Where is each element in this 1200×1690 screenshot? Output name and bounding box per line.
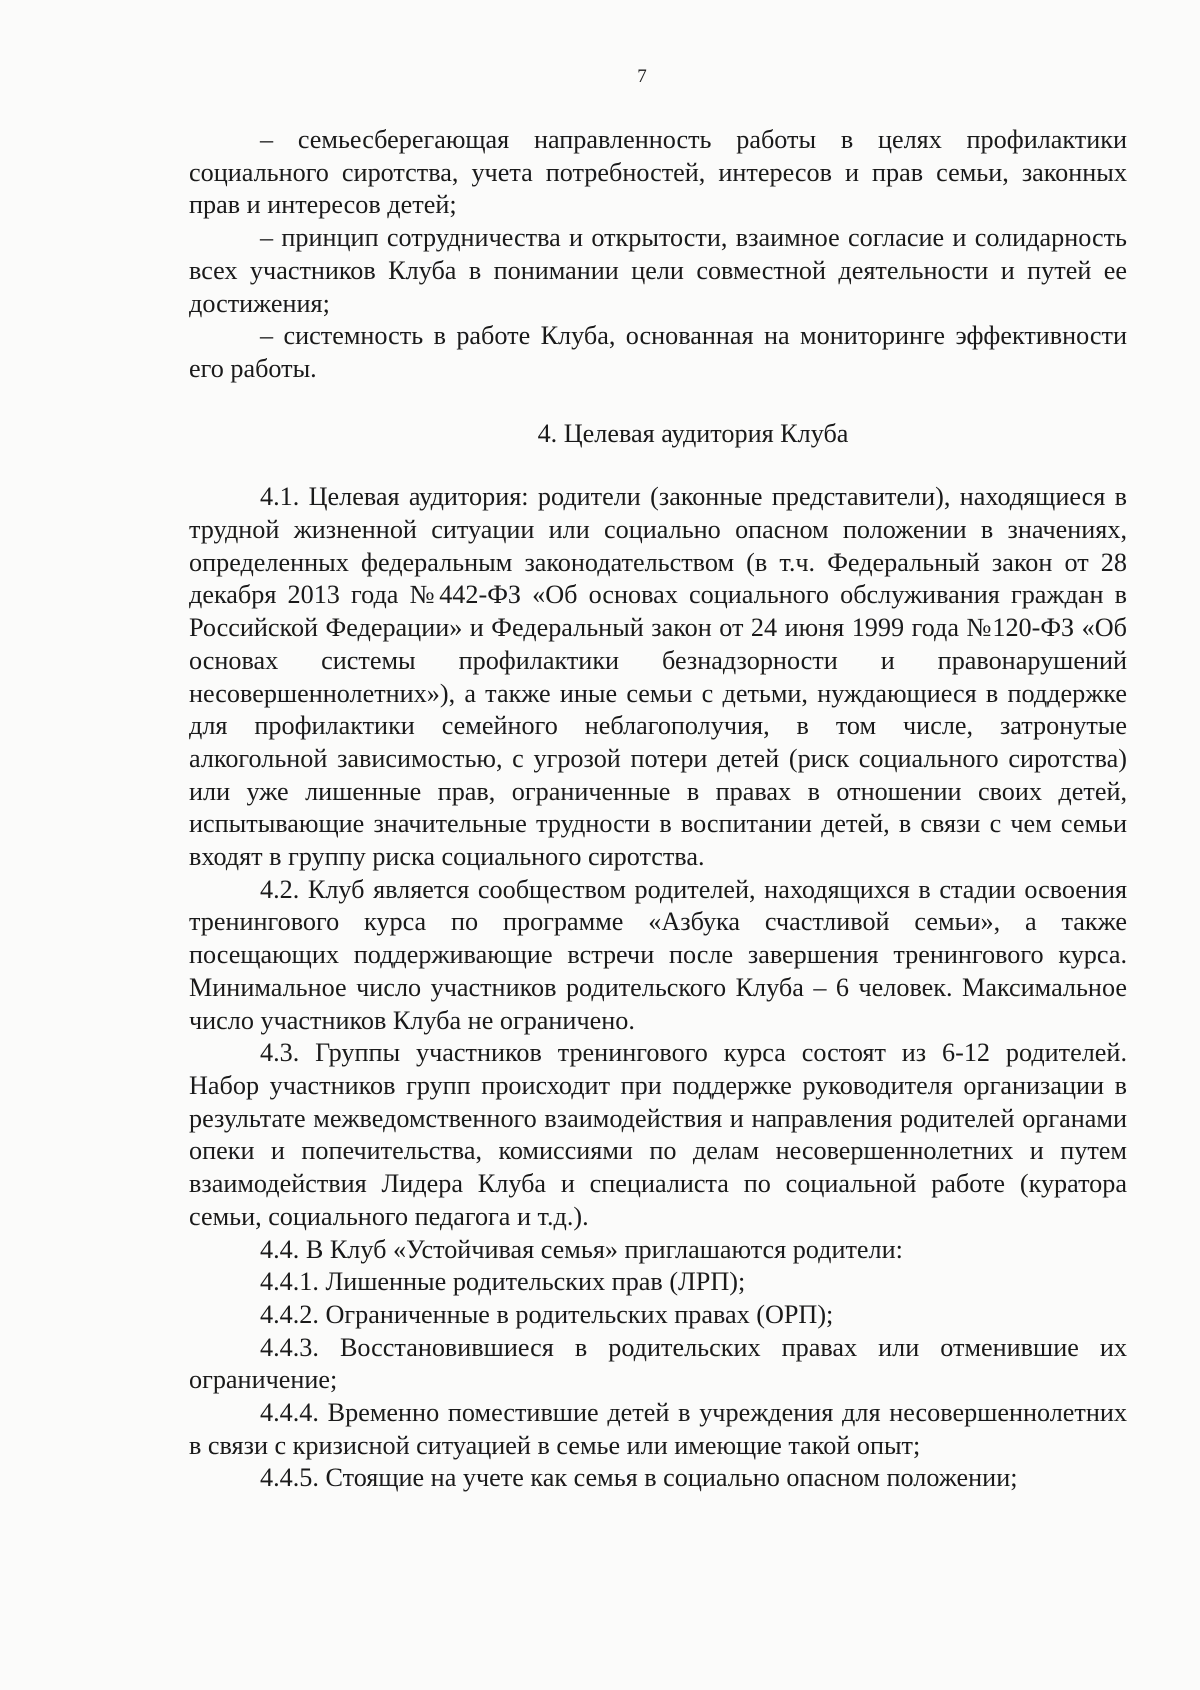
principle-item-family-preserving: – семьесберегающая направленность работы в целях профилактики социального сиротства, учета потребностей, интересов и прав семьи, законных прав и интересов детей;	[189, 125, 1127, 220]
paragraph-4-4-5: 4.4.5. Стоящие на учете как семья в социально опасном положении;	[260, 1463, 1018, 1493]
principle-item-systematic: – системность в работе Клуба, основанная на мониторинге эффективности его работы.	[189, 321, 1127, 383]
paragraph-4-4-1: 4.4.1. Лишенные родительских прав (ЛРП);	[260, 1267, 746, 1297]
principle-item-cooperation: – принцип сотрудничества и открытости, взаимное согласие и солидарность всех участников Клуба в понимании цели совместной деятельности и путей ее достижения;	[189, 223, 1127, 318]
paragraph-4-2: 4.2. Клуб является сообществом родителей, находящихся в стадии освоения тренингового курса по программе «Азбука счастливой семьи», а также посещающих поддерживающие встречи после завершения тренингового курса. Минимальное число участников родительского Клуба – 6 человек. Максимальное число участников Клуба не ограничено.	[189, 874, 1127, 1035]
paragraph-4-3: 4.3. Группы участников тренингового курса состоят из 6-12 родителей. Набор участников групп происходит при поддержке руководителя организации в результате межведомственного взаимодействия и направления родителей органами опеки и попечительства, комиссиями по делам несовершеннолетних и путем взаимодействия Лидера Клуба и специалиста по социальной работе (куратора семьи, социального педагога и т.д.).	[189, 1038, 1127, 1231]
paragraph-4-1: 4.1. Целевая аудитория: родители (законные представители), находящиеся в трудной жизненной ситуации или социально опасном положении в значениях, определенных федеральным законодательством (в т.ч. Федеральный закон от 28 декабря 2013 года №442-ФЗ «Об основах социального обслуживания граждан в Российской Федерации» и Федеральный закон от 24 июня 1999 года №120-ФЗ «Об основах системы профилактики безнадзорности и правонарушений несовершеннолетних»), а также иные семьи с детьми, нуждающиеся в поддержке для профилактики семейного неблагополучия, в том числе, затронутые алкогольной зависимостью, с угрозой потери детей (риск социального сиротства) или уже лишенные прав, ограниченные в правах в отношении своих детей, испытывающие значительные трудности в воспитании детей, в связи с чем семьи входят в группу риска социального сиротства.	[189, 482, 1127, 872]
paragraph-4-4-2: 4.4.2. Ограниченные в родительских правах (ОРП);	[260, 1299, 834, 1329]
page-body	[189, 124, 1127, 1495]
page-number: 7	[637, 66, 647, 87]
section-heading: 4. Целевая аудитория Клуба	[537, 418, 849, 448]
paragraph-4-4-4: 4.4.4. Временно поместившие детей в учреждения для несовершеннолетних в связи с кризисной ситуацией в семье или имеющие такой опыт;	[189, 1398, 1127, 1460]
paragraph-4-4-3: 4.4.3. Восстановившиеся в родительских правах или отменившие их ограничение;	[189, 1332, 1127, 1395]
paragraph-4-4: 4.4. В Клуб «Устойчивая семья» приглашаются родители:	[260, 1234, 903, 1264]
